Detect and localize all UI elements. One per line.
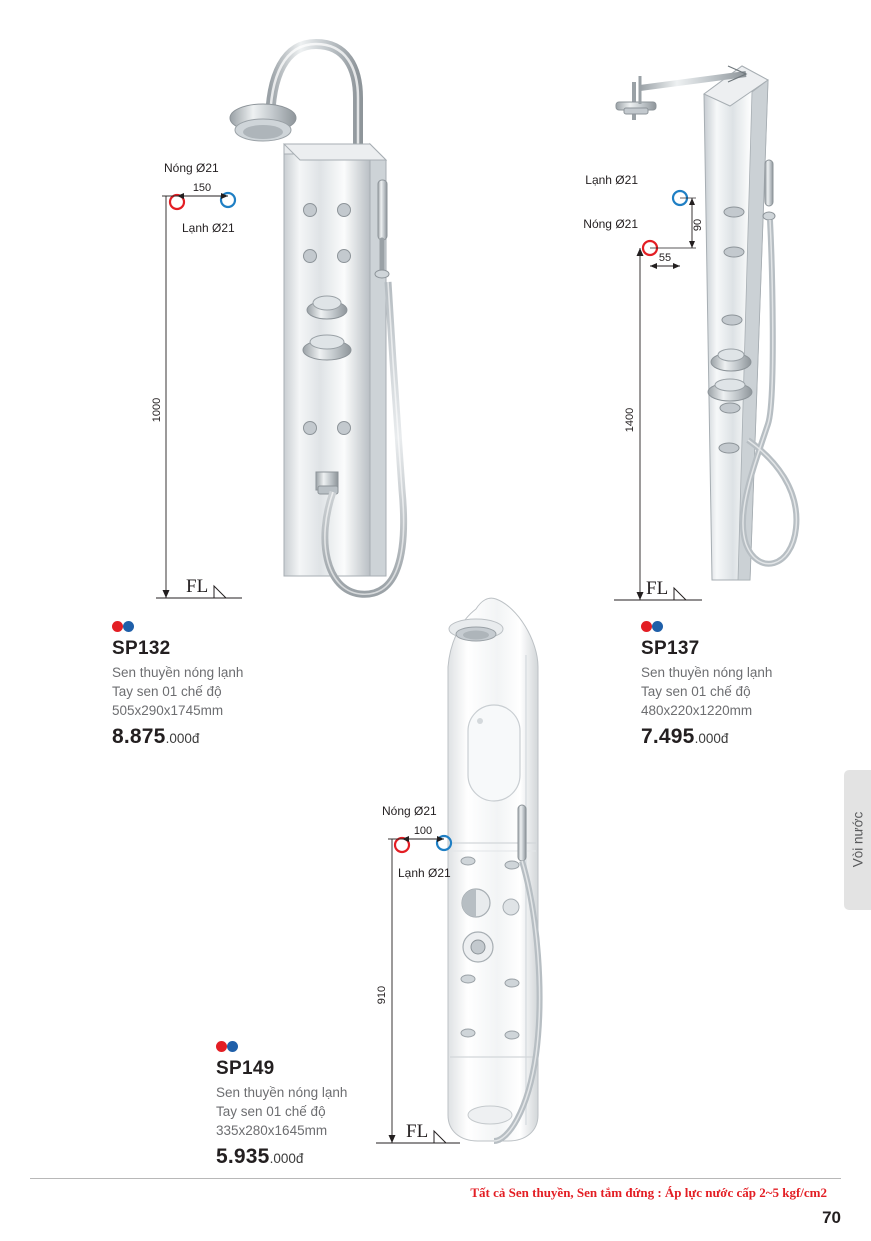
svg-text:FL: FL [406,1121,429,1142]
price-minor: .000đ [269,1151,304,1167]
product-desc-line1: Sen thuyền nóng lạnh [641,664,773,680]
price-major: 5.935 [216,1145,270,1169]
section-tab-label: Vòi nước [850,811,865,868]
product-block-sp132 [112,621,243,765]
svg-text:Lạnh Ø21: Lạnh Ø21 [398,866,451,880]
svg-text:1400: 1400 [624,407,636,433]
svg-text:FL: FL [186,576,209,597]
product-drawing-sp132 [120,20,420,630]
color-dots [641,621,772,635]
svg-text:Nóng Ø21: Nóng Ø21 [164,161,219,175]
dot-cold [123,621,134,632]
product-code: SP132 [112,638,171,659]
svg-text:100: 100 [413,825,433,837]
product-price [641,725,772,749]
page-number: 70 [822,1208,841,1227]
footer-note: Tất cả Sen thuyền, Sen tắm đứng : Áp lực nước cấp 2~5 kgf/cm2 [470,1185,827,1200]
product-drawing-sp137 [583,20,871,630]
price-major: 7.495 [641,725,695,749]
dot-hot [641,621,652,632]
svg-text:Lạnh Ø21: Lạnh Ø21 [585,173,638,187]
price-major: 8.875 [112,725,166,749]
price-minor: .000đ [694,731,729,747]
product-price [216,1145,347,1169]
svg-text:150: 150 [192,182,212,194]
product-dimensions: 505x290x1745mm [112,703,224,719]
product-desc-line1: Sen thuyền nóng lạnh [216,1084,348,1100]
product-code: SP137 [641,638,700,659]
footer-divider [30,1178,841,1179]
svg-text:910: 910 [376,985,388,1005]
svg-text:Nóng Ø21: Nóng Ø21 [583,217,638,231]
svg-text:90: 90 [692,218,704,232]
svg-text:FL: FL [646,578,669,599]
price-minor: .000đ [165,731,200,747]
product-desc-line1: Sen thuyền nóng lạnh [112,664,244,680]
svg-text:55: 55 [658,252,672,264]
color-dots [216,1041,347,1055]
dot-cold [652,621,663,632]
product-price [112,725,243,749]
dot-hot [112,621,123,632]
product-desc-line2: Tay sen 01 chế độ [641,684,751,699]
dot-cold [227,1041,238,1052]
product-block-sp137 [641,621,772,765]
product-block-sp149 [216,1041,347,1185]
product-desc-line2: Tay sen 01 chế độ [112,684,222,699]
svg-text:Nóng Ø21: Nóng Ø21 [382,804,437,818]
color-dots [112,621,243,635]
product-drawing-sp149 [368,555,608,1175]
svg-text:1000: 1000 [151,397,163,423]
product-dimensions: 335x280x1645mm [216,1123,328,1139]
product-code: SP149 [216,1058,275,1079]
svg-text:Lạnh Ø21: Lạnh Ø21 [182,221,235,235]
dot-hot [216,1041,227,1052]
product-dimensions: 480x220x1220mm [641,703,753,719]
section-tab-voi-nuoc[interactable] [844,770,871,910]
product-desc-line2: Tay sen 01 chế độ [216,1104,326,1119]
